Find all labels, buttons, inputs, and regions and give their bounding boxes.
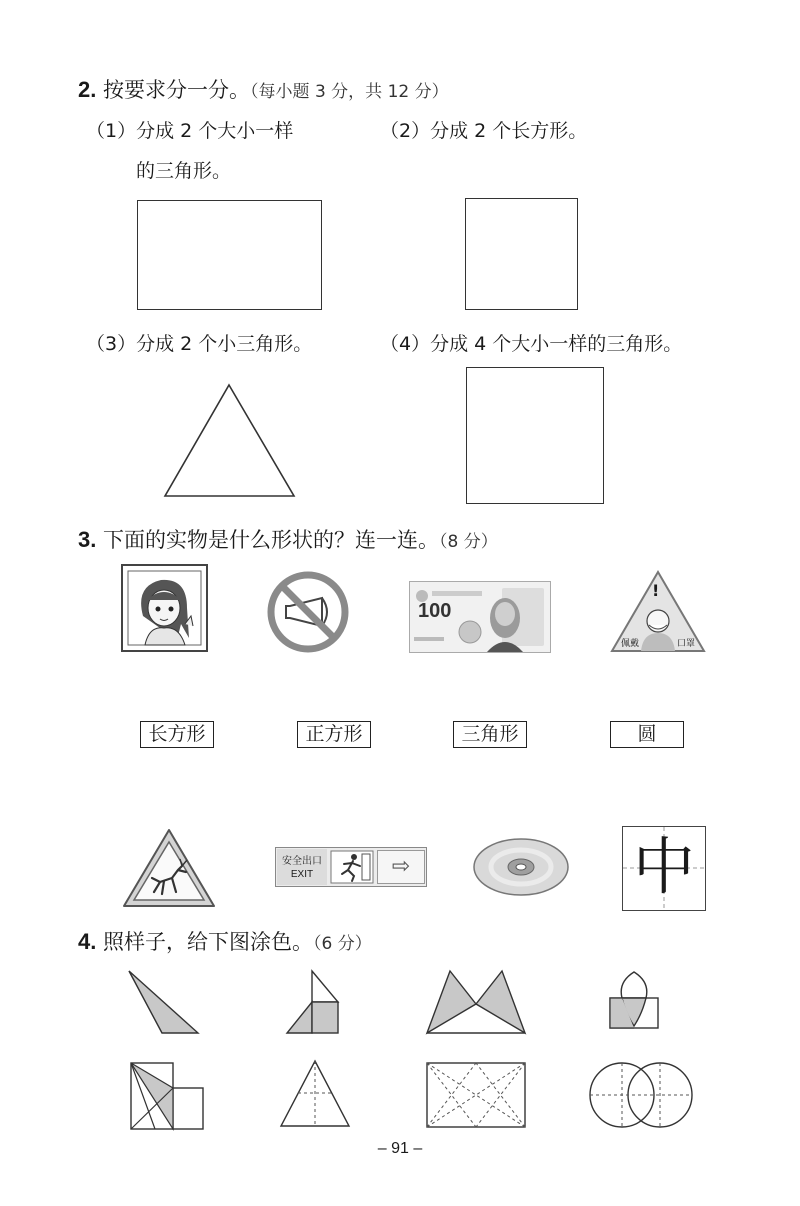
q3-title: 下面的实物是什么形状的？连一连。 [103,528,440,552]
sample-shaded-flag-shape [284,968,344,1038]
mask-sign-mark: ! [652,581,660,600]
q2-title: 按要求分一分。 [103,78,251,102]
q2-score: （每小题 3 分，共 12 分） [250,82,449,102]
q4-score: （6 分） [313,934,372,954]
label-circle[interactable]: 圆 [610,721,684,748]
q4-number: 4. [78,929,97,954]
q3-header [78,524,498,554]
sample-shaded-overlap-shape [606,968,662,1032]
q2-rectangle-to-divide[interactable] [137,200,322,310]
deer-warning-sign-icon[interactable] [120,826,218,912]
q2-triangle-to-divide[interactable] [160,380,300,502]
no-horn-sign-icon[interactable] [266,570,350,654]
exit-sign[interactable] [275,847,427,887]
exit-sign-english: EXIT [290,869,314,880]
banknote-value: 100 [418,600,452,622]
color-target-two-circles[interactable] [586,1060,696,1130]
sample-shaded-triangle [126,968,202,1038]
q2-item4-label: （4）分成 4 个大小一样的三角形。 [380,333,683,355]
q2-number: 2. [78,77,97,102]
sample-shaded-bowtie [424,968,528,1038]
page-number: – 91 – [377,1140,423,1157]
girl-picture-frame-icon[interactable] [121,564,208,652]
label-rectangle[interactable]: 长方形 [140,721,214,748]
character-grid-box[interactable] [622,826,706,911]
banknote-100-icon[interactable] [409,581,551,653]
mask-sign-left-text: 佩戴 [621,639,640,649]
q4-header [78,926,372,956]
q2-item2-label: （2）分成 2 个长方形。 [380,120,588,142]
q2-item3-label: （3）分成 2 个小三角形。 [86,333,313,355]
q2-square-to-divide-large[interactable] [466,367,604,504]
q3-score: （8 分） [439,532,498,552]
q2-header [78,74,449,104]
label-square[interactable]: 正方形 [297,721,371,748]
cd-disc-icon[interactable] [472,836,570,898]
color-target-rect-triangle-figure[interactable] [128,1060,206,1132]
wear-mask-sign-icon[interactable] [609,569,707,655]
exit-sign-text-panel [277,849,327,885]
q2-square-to-divide-small[interactable] [465,198,578,310]
character-zhong: 中 [632,830,695,903]
exit-arrow-icon: ⇨ [377,850,425,884]
mask-sign-right-text: 口罩 [677,639,696,649]
label-triangle[interactable]: 三角形 [453,721,527,748]
q4-title: 照样子，给下图涂色。 [103,930,314,954]
q2-item1-label-line1: （1）分成 2 个大小一样 [86,120,294,142]
running-person-icon [330,850,374,884]
q3-number: 3. [78,527,97,552]
color-target-rectangle-lines[interactable] [424,1060,528,1130]
q2-item1-label-line2: 的三角形。 [136,160,232,182]
color-target-triangle-divided[interactable] [278,1058,352,1130]
exit-sign-chinese: 安全出口 [282,856,322,867]
